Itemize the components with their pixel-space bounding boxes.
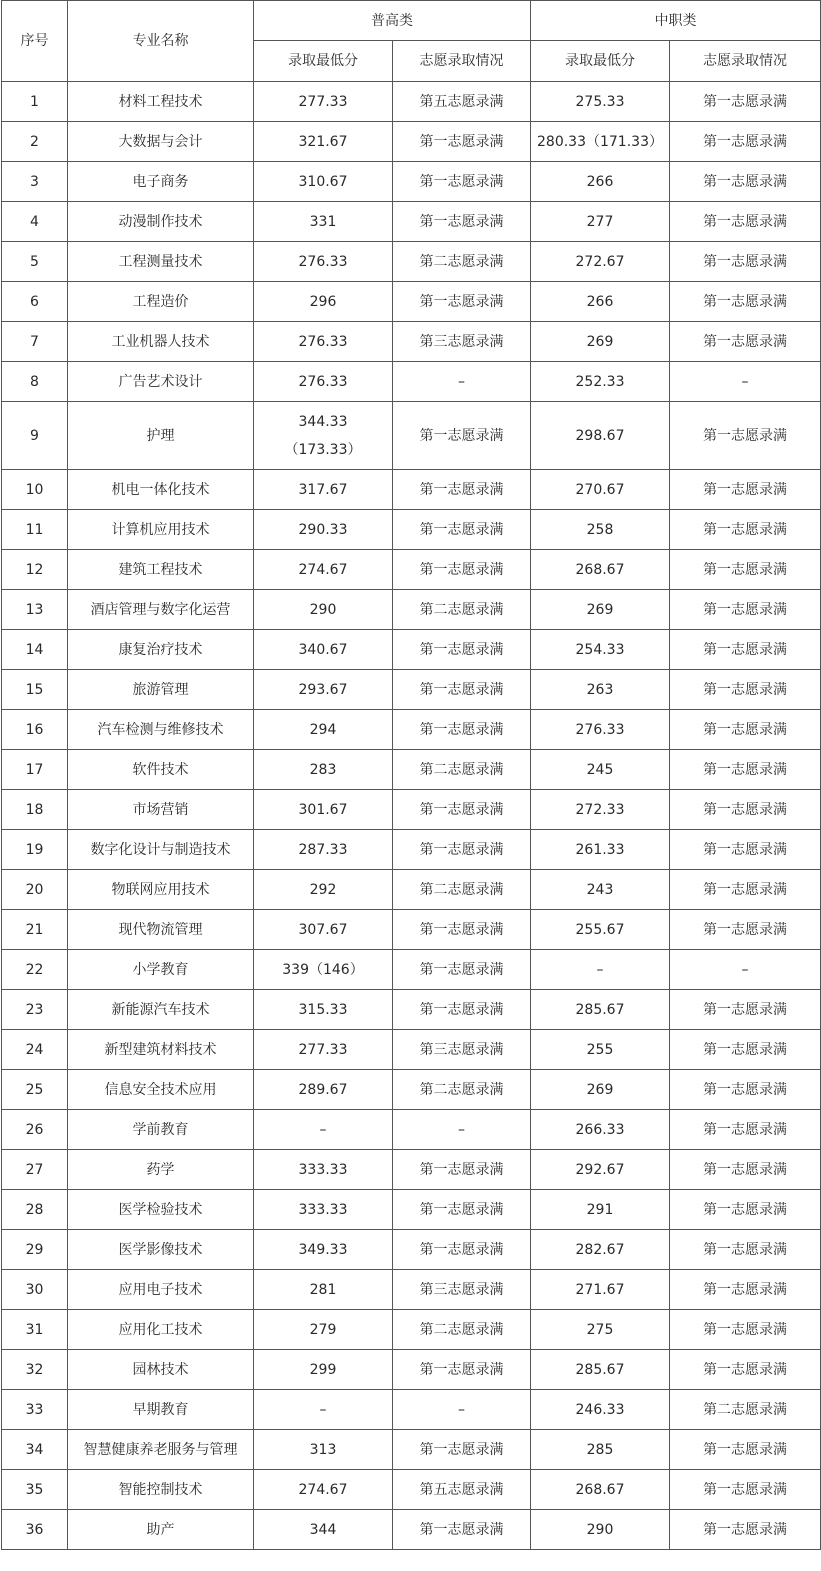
cell-vocational-status: 第一志愿录满 [670, 1270, 821, 1310]
header-major: 专业名称 [68, 1, 254, 82]
cell-general-status: 第一志愿录满 [393, 402, 531, 470]
cell-vocational-status: 第一志愿录满 [670, 550, 821, 590]
cell-index: 23 [2, 990, 68, 1030]
table-row [2, 82, 821, 122]
table-row [2, 1230, 821, 1270]
cell-vocational-status: – [670, 950, 821, 990]
cell-general-status: 第三志愿录满 [393, 322, 531, 362]
cell-vocational-min-score: 269 [531, 590, 670, 630]
table-row [2, 1470, 821, 1510]
cell-general-status: 第一志愿录满 [393, 910, 531, 950]
cell-index: 22 [2, 950, 68, 990]
cell-major-name: 大数据与会计 [68, 122, 254, 162]
cell-vocational-min-score: 269 [531, 1070, 670, 1110]
cell-major-name: 药学 [68, 1150, 254, 1190]
cell-vocational-status: 第一志愿录满 [670, 870, 821, 910]
cell-general-min-score: – [254, 1390, 393, 1430]
cell-general-status: 第一志愿录满 [393, 202, 531, 242]
cell-general-status: 第二志愿录满 [393, 870, 531, 910]
cell-general-min-score: 279 [254, 1310, 393, 1350]
cell-vocational-status: 第一志愿录满 [670, 1030, 821, 1070]
cell-major-name: 康复治疗技术 [68, 630, 254, 670]
table-row [2, 990, 821, 1030]
cell-vocational-status: 第一志愿录满 [670, 670, 821, 710]
cell-general-status: 第一志愿录满 [393, 550, 531, 590]
cell-vocational-min-score: 268.67 [531, 1470, 670, 1510]
table-row [2, 590, 821, 630]
cell-major-name: 护理 [68, 402, 254, 470]
cell-vocational-min-score: 272.67 [531, 242, 670, 282]
cell-general-status: 第一志愿录满 [393, 950, 531, 990]
cell-index: 14 [2, 630, 68, 670]
cell-general-status: 第二志愿录满 [393, 590, 531, 630]
cell-index: 13 [2, 590, 68, 630]
cell-vocational-min-score: 291 [531, 1190, 670, 1230]
cell-general-min-score: 274.67 [254, 550, 393, 590]
cell-general-min-score [254, 402, 393, 470]
table-row [2, 242, 821, 282]
cell-index: 12 [2, 550, 68, 590]
cell-general-status: 第一志愿录满 [393, 510, 531, 550]
cell-index: 8 [2, 362, 68, 402]
cell-major-name: 园林技术 [68, 1350, 254, 1390]
table-row [2, 202, 821, 242]
cell-index: 31 [2, 1310, 68, 1350]
cell-major-name: 市场营销 [68, 790, 254, 830]
cell-vocational-min-score: 275.33 [531, 82, 670, 122]
cell-general-min-score: 317.67 [254, 470, 393, 510]
cell-vocational-min-score: 271.67 [531, 1270, 670, 1310]
cell-vocational-status: 第一志愿录满 [670, 1310, 821, 1350]
cell-major-name: 工业机器人技术 [68, 322, 254, 362]
cell-vocational-status: 第一志愿录满 [670, 790, 821, 830]
cell-vocational-min-score: 292.67 [531, 1150, 670, 1190]
cell-vocational-status: 第一志愿录满 [670, 590, 821, 630]
cell-index: 28 [2, 1190, 68, 1230]
cell-vocational-min-score: 282.67 [531, 1230, 670, 1270]
cell-general-min-score: 307.67 [254, 910, 393, 950]
cell-general-min-score: 289.67 [254, 1070, 393, 1110]
cell-index: 33 [2, 1390, 68, 1430]
cell-vocational-status: 第一志愿录满 [670, 1070, 821, 1110]
cell-index: 3 [2, 162, 68, 202]
table-row [2, 870, 821, 910]
cell-vocational-min-score: 285 [531, 1430, 670, 1470]
cell-major-name: 旅游管理 [68, 670, 254, 710]
cell-major-name: 工程造价 [68, 282, 254, 322]
table-row [2, 1510, 821, 1550]
cell-general-status: 第一志愿录满 [393, 122, 531, 162]
cell-major-name: 动漫制作技术 [68, 202, 254, 242]
header-vocational-min-score: 录取最低分 [531, 41, 670, 82]
cell-vocational-min-score: 263 [531, 670, 670, 710]
cell-general-min-score: 287.33 [254, 830, 393, 870]
header-general-min-score: 录取最低分 [254, 41, 393, 82]
cell-major-name: 应用化工技术 [68, 1310, 254, 1350]
cell-vocational-status: 第一志愿录满 [670, 202, 821, 242]
cell-general-status: 第一志愿录满 [393, 470, 531, 510]
cell-major-name: 新型建筑材料技术 [68, 1030, 254, 1070]
cell-index: 16 [2, 710, 68, 750]
cell-general-min-score: 274.67 [254, 1470, 393, 1510]
table-row [2, 1430, 821, 1470]
cell-vocational-min-score: 285.67 [531, 990, 670, 1030]
cell-general-status: 第五志愿录满 [393, 82, 531, 122]
cell-vocational-status: 第一志愿录满 [670, 1470, 821, 1510]
cell-index: 24 [2, 1030, 68, 1070]
cell-vocational-status: 第一志愿录满 [670, 242, 821, 282]
cell-vocational-status: 第一志愿录满 [670, 322, 821, 362]
cell-vocational-min-score: 280.33（171.33） [531, 122, 670, 162]
table-row [2, 282, 821, 322]
table-row [2, 322, 821, 362]
cell-major-name: 智能控制技术 [68, 1470, 254, 1510]
cell-major-name: 广告艺术设计 [68, 362, 254, 402]
cell-general-min-score: 292 [254, 870, 393, 910]
cell-general-status: – [393, 1110, 531, 1150]
cell-major-name: 机电一体化技术 [68, 470, 254, 510]
table-row [2, 1350, 821, 1390]
table-row [2, 670, 821, 710]
cell-vocational-status: 第一志愿录满 [670, 510, 821, 550]
cell-general-min-score: 339（146） [254, 950, 393, 990]
table-header [2, 1, 821, 82]
table-row [2, 1190, 821, 1230]
cell-index: 5 [2, 242, 68, 282]
cell-general-min-score: 294 [254, 710, 393, 750]
cell-major-name: 工程测量技术 [68, 242, 254, 282]
cell-vocational-min-score: 276.33 [531, 710, 670, 750]
cell-index: 9 [2, 402, 68, 470]
table-row [2, 910, 821, 950]
cell-major-name: 智慧健康养老服务与管理 [68, 1430, 254, 1470]
cell-major-name: 现代物流管理 [68, 910, 254, 950]
table-row [2, 510, 821, 550]
admission-scores-table [1, 0, 821, 1550]
cell-general-min-score: 290.33 [254, 510, 393, 550]
table-row [2, 122, 821, 162]
cell-general-status: 第一志愿录满 [393, 1190, 531, 1230]
cell-vocational-min-score: 272.33 [531, 790, 670, 830]
cell-general-min-score: 290 [254, 590, 393, 630]
cell-vocational-status: 第二志愿录满 [670, 1390, 821, 1430]
cell-general-min-score: 301.67 [254, 790, 393, 830]
cell-vocational-min-score: 275 [531, 1310, 670, 1350]
cell-general-min-score: 277.33 [254, 1030, 393, 1070]
cell-general-status: 第一志愿录满 [393, 710, 531, 750]
cell-general-min-score: 296 [254, 282, 393, 322]
cell-vocational-min-score: 255 [531, 1030, 670, 1070]
cell-index: 25 [2, 1070, 68, 1110]
cell-general-status: 第五志愿录满 [393, 1470, 531, 1510]
cell-vocational-status: 第一志愿录满 [670, 830, 821, 870]
table-row [2, 1310, 821, 1350]
cell-general-min-score: 276.33 [254, 362, 393, 402]
cell-general-min-score: 321.67 [254, 122, 393, 162]
cell-index: 10 [2, 470, 68, 510]
cell-vocational-status: 第一志愿录满 [670, 990, 821, 1030]
cell-general-status: 第一志愿录满 [393, 790, 531, 830]
cell-general-min-score: 310.67 [254, 162, 393, 202]
cell-index: 11 [2, 510, 68, 550]
cell-vocational-min-score: 266 [531, 162, 670, 202]
cell-vocational-min-score: 266.33 [531, 1110, 670, 1150]
cell-vocational-status: 第一志愿录满 [670, 282, 821, 322]
cell-vocational-status: 第一志愿录满 [670, 710, 821, 750]
table-row [2, 1030, 821, 1070]
table-row [2, 162, 821, 202]
cell-general-status: 第三志愿录满 [393, 1030, 531, 1070]
cell-major-name: 信息安全技术应用 [68, 1070, 254, 1110]
header-group-general: 普高类 [254, 1, 531, 41]
cell-vocational-status: 第一志愿录满 [670, 1190, 821, 1230]
cell-index: 30 [2, 1270, 68, 1310]
cell-major-name: 应用电子技术 [68, 1270, 254, 1310]
cell-general-min-score: 299 [254, 1350, 393, 1390]
cell-index: 2 [2, 122, 68, 162]
cell-vocational-status: 第一志愿录满 [670, 1150, 821, 1190]
cell-vocational-min-score: 252.33 [531, 362, 670, 402]
table-row [2, 402, 821, 470]
cell-vocational-status: – [670, 362, 821, 402]
cell-vocational-min-score: 254.33 [531, 630, 670, 670]
cell-vocational-status: 第一志愿录满 [670, 1430, 821, 1470]
cell-major-name: 电子商务 [68, 162, 254, 202]
cell-general-status: 第一志愿录满 [393, 830, 531, 870]
cell-general-status: 第二志愿录满 [393, 1310, 531, 1350]
cell-index: 19 [2, 830, 68, 870]
cell-index: 36 [2, 1510, 68, 1550]
cell-vocational-min-score: 268.67 [531, 550, 670, 590]
table-row [2, 470, 821, 510]
cell-vocational-min-score: 270.67 [531, 470, 670, 510]
header-index: 序号 [2, 1, 68, 82]
general-min-score-extra-line: （173.33） [284, 441, 362, 458]
cell-major-name: 新能源汽车技术 [68, 990, 254, 1030]
cell-index: 15 [2, 670, 68, 710]
cell-general-min-score: 315.33 [254, 990, 393, 1030]
cell-vocational-min-score: 255.67 [531, 910, 670, 950]
cell-vocational-status: 第一志愿录满 [670, 82, 821, 122]
cell-major-name: 材料工程技术 [68, 82, 254, 122]
cell-vocational-min-score: 246.33 [531, 1390, 670, 1430]
cell-major-name: 医学影像技术 [68, 1230, 254, 1270]
cell-index: 27 [2, 1150, 68, 1190]
cell-index: 7 [2, 322, 68, 362]
cell-vocational-min-score: 243 [531, 870, 670, 910]
cell-index: 4 [2, 202, 68, 242]
table-row [2, 950, 821, 990]
cell-vocational-status: 第一志愿录满 [670, 470, 821, 510]
cell-general-status: 第一志愿录满 [393, 1430, 531, 1470]
cell-general-min-score: 313 [254, 1430, 393, 1470]
cell-vocational-status: 第一志愿录满 [670, 162, 821, 202]
cell-major-name: 医学检验技术 [68, 1190, 254, 1230]
cell-general-status: 第一志愿录满 [393, 1510, 531, 1550]
cell-index: 18 [2, 790, 68, 830]
cell-general-status: – [393, 1390, 531, 1430]
table-row [2, 830, 821, 870]
table-row [2, 750, 821, 790]
cell-general-status: 第二志愿录满 [393, 1070, 531, 1110]
table-body [2, 82, 821, 1550]
table-row [2, 1270, 821, 1310]
table-row [2, 630, 821, 670]
cell-general-status: 第一志愿录满 [393, 1350, 531, 1390]
cell-major-name: 建筑工程技术 [68, 550, 254, 590]
cell-vocational-min-score: – [531, 950, 670, 990]
cell-vocational-min-score: 298.67 [531, 402, 670, 470]
cell-vocational-status: 第一志愿录满 [670, 1510, 821, 1550]
general-min-score-line: 344.33 [298, 413, 348, 430]
cell-vocational-status: 第一志愿录满 [670, 402, 821, 470]
cell-general-status: 第一志愿录满 [393, 1230, 531, 1270]
cell-index: 34 [2, 1430, 68, 1470]
cell-major-name: 物联网应用技术 [68, 870, 254, 910]
cell-major-name: 早期教育 [68, 1390, 254, 1430]
cell-general-status: 第二志愿录满 [393, 750, 531, 790]
cell-vocational-min-score: 245 [531, 750, 670, 790]
cell-index: 17 [2, 750, 68, 790]
cell-major-name: 软件技术 [68, 750, 254, 790]
cell-general-min-score: 276.33 [254, 242, 393, 282]
cell-general-status: 第三志愿录满 [393, 1270, 531, 1310]
cell-major-name: 计算机应用技术 [68, 510, 254, 550]
cell-index: 6 [2, 282, 68, 322]
cell-index: 21 [2, 910, 68, 950]
cell-index: 26 [2, 1110, 68, 1150]
cell-general-min-score: 344 [254, 1510, 393, 1550]
cell-general-status: 第一志愿录满 [393, 162, 531, 202]
table-row [2, 550, 821, 590]
table-row [2, 1390, 821, 1430]
cell-general-status: 第一志愿录满 [393, 282, 531, 322]
cell-general-status: 第一志愿录满 [393, 1150, 531, 1190]
cell-general-min-score: 340.67 [254, 630, 393, 670]
table-row [2, 1110, 821, 1150]
table-row [2, 710, 821, 750]
cell-vocational-min-score: 258 [531, 510, 670, 550]
cell-vocational-status: 第一志愿录满 [670, 1230, 821, 1270]
table-row [2, 1150, 821, 1190]
cell-general-status: 第二志愿录满 [393, 242, 531, 282]
cell-index: 32 [2, 1350, 68, 1390]
cell-general-min-score: 281 [254, 1270, 393, 1310]
header-vocational-status: 志愿录取情况 [670, 41, 821, 82]
cell-vocational-status: 第一志愿录满 [670, 750, 821, 790]
cell-vocational-min-score: 290 [531, 1510, 670, 1550]
cell-index: 29 [2, 1230, 68, 1270]
cell-general-status: – [393, 362, 531, 402]
header-group-vocational: 中职类 [531, 1, 821, 41]
cell-vocational-min-score: 261.33 [531, 830, 670, 870]
cell-general-min-score: 277.33 [254, 82, 393, 122]
cell-general-min-score: 333.33 [254, 1150, 393, 1190]
cell-major-name: 数字化设计与制造技术 [68, 830, 254, 870]
cell-vocational-min-score: 285.67 [531, 1350, 670, 1390]
table-row [2, 790, 821, 830]
cell-vocational-status: 第一志愿录满 [670, 910, 821, 950]
cell-major-name: 酒店管理与数字化运营 [68, 590, 254, 630]
cell-vocational-min-score: 269 [531, 322, 670, 362]
cell-vocational-status: 第一志愿录满 [670, 1110, 821, 1150]
cell-general-status: 第一志愿录满 [393, 990, 531, 1030]
cell-major-name: 助产 [68, 1510, 254, 1550]
cell-vocational-min-score: 266 [531, 282, 670, 322]
cell-general-min-score: 333.33 [254, 1190, 393, 1230]
cell-general-min-score: – [254, 1110, 393, 1150]
table-row [2, 1070, 821, 1110]
cell-index: 20 [2, 870, 68, 910]
cell-vocational-status: 第一志愿录满 [670, 122, 821, 162]
cell-vocational-min-score: 277 [531, 202, 670, 242]
cell-general-min-score: 293.67 [254, 670, 393, 710]
cell-general-min-score: 331 [254, 202, 393, 242]
cell-general-min-score: 283 [254, 750, 393, 790]
header-general-status: 志愿录取情况 [393, 41, 531, 82]
table-row [2, 362, 821, 402]
cell-general-min-score: 276.33 [254, 322, 393, 362]
cell-vocational-status: 第一志愿录满 [670, 630, 821, 670]
cell-major-name: 汽车检测与维修技术 [68, 710, 254, 750]
cell-index: 35 [2, 1470, 68, 1510]
cell-index: 1 [2, 82, 68, 122]
cell-general-status: 第一志愿录满 [393, 670, 531, 710]
cell-major-name: 小学教育 [68, 950, 254, 990]
cell-general-status: 第一志愿录满 [393, 630, 531, 670]
cell-vocational-status: 第一志愿录满 [670, 1350, 821, 1390]
cell-general-min-score: 349.33 [254, 1230, 393, 1270]
cell-major-name: 学前教育 [68, 1110, 254, 1150]
